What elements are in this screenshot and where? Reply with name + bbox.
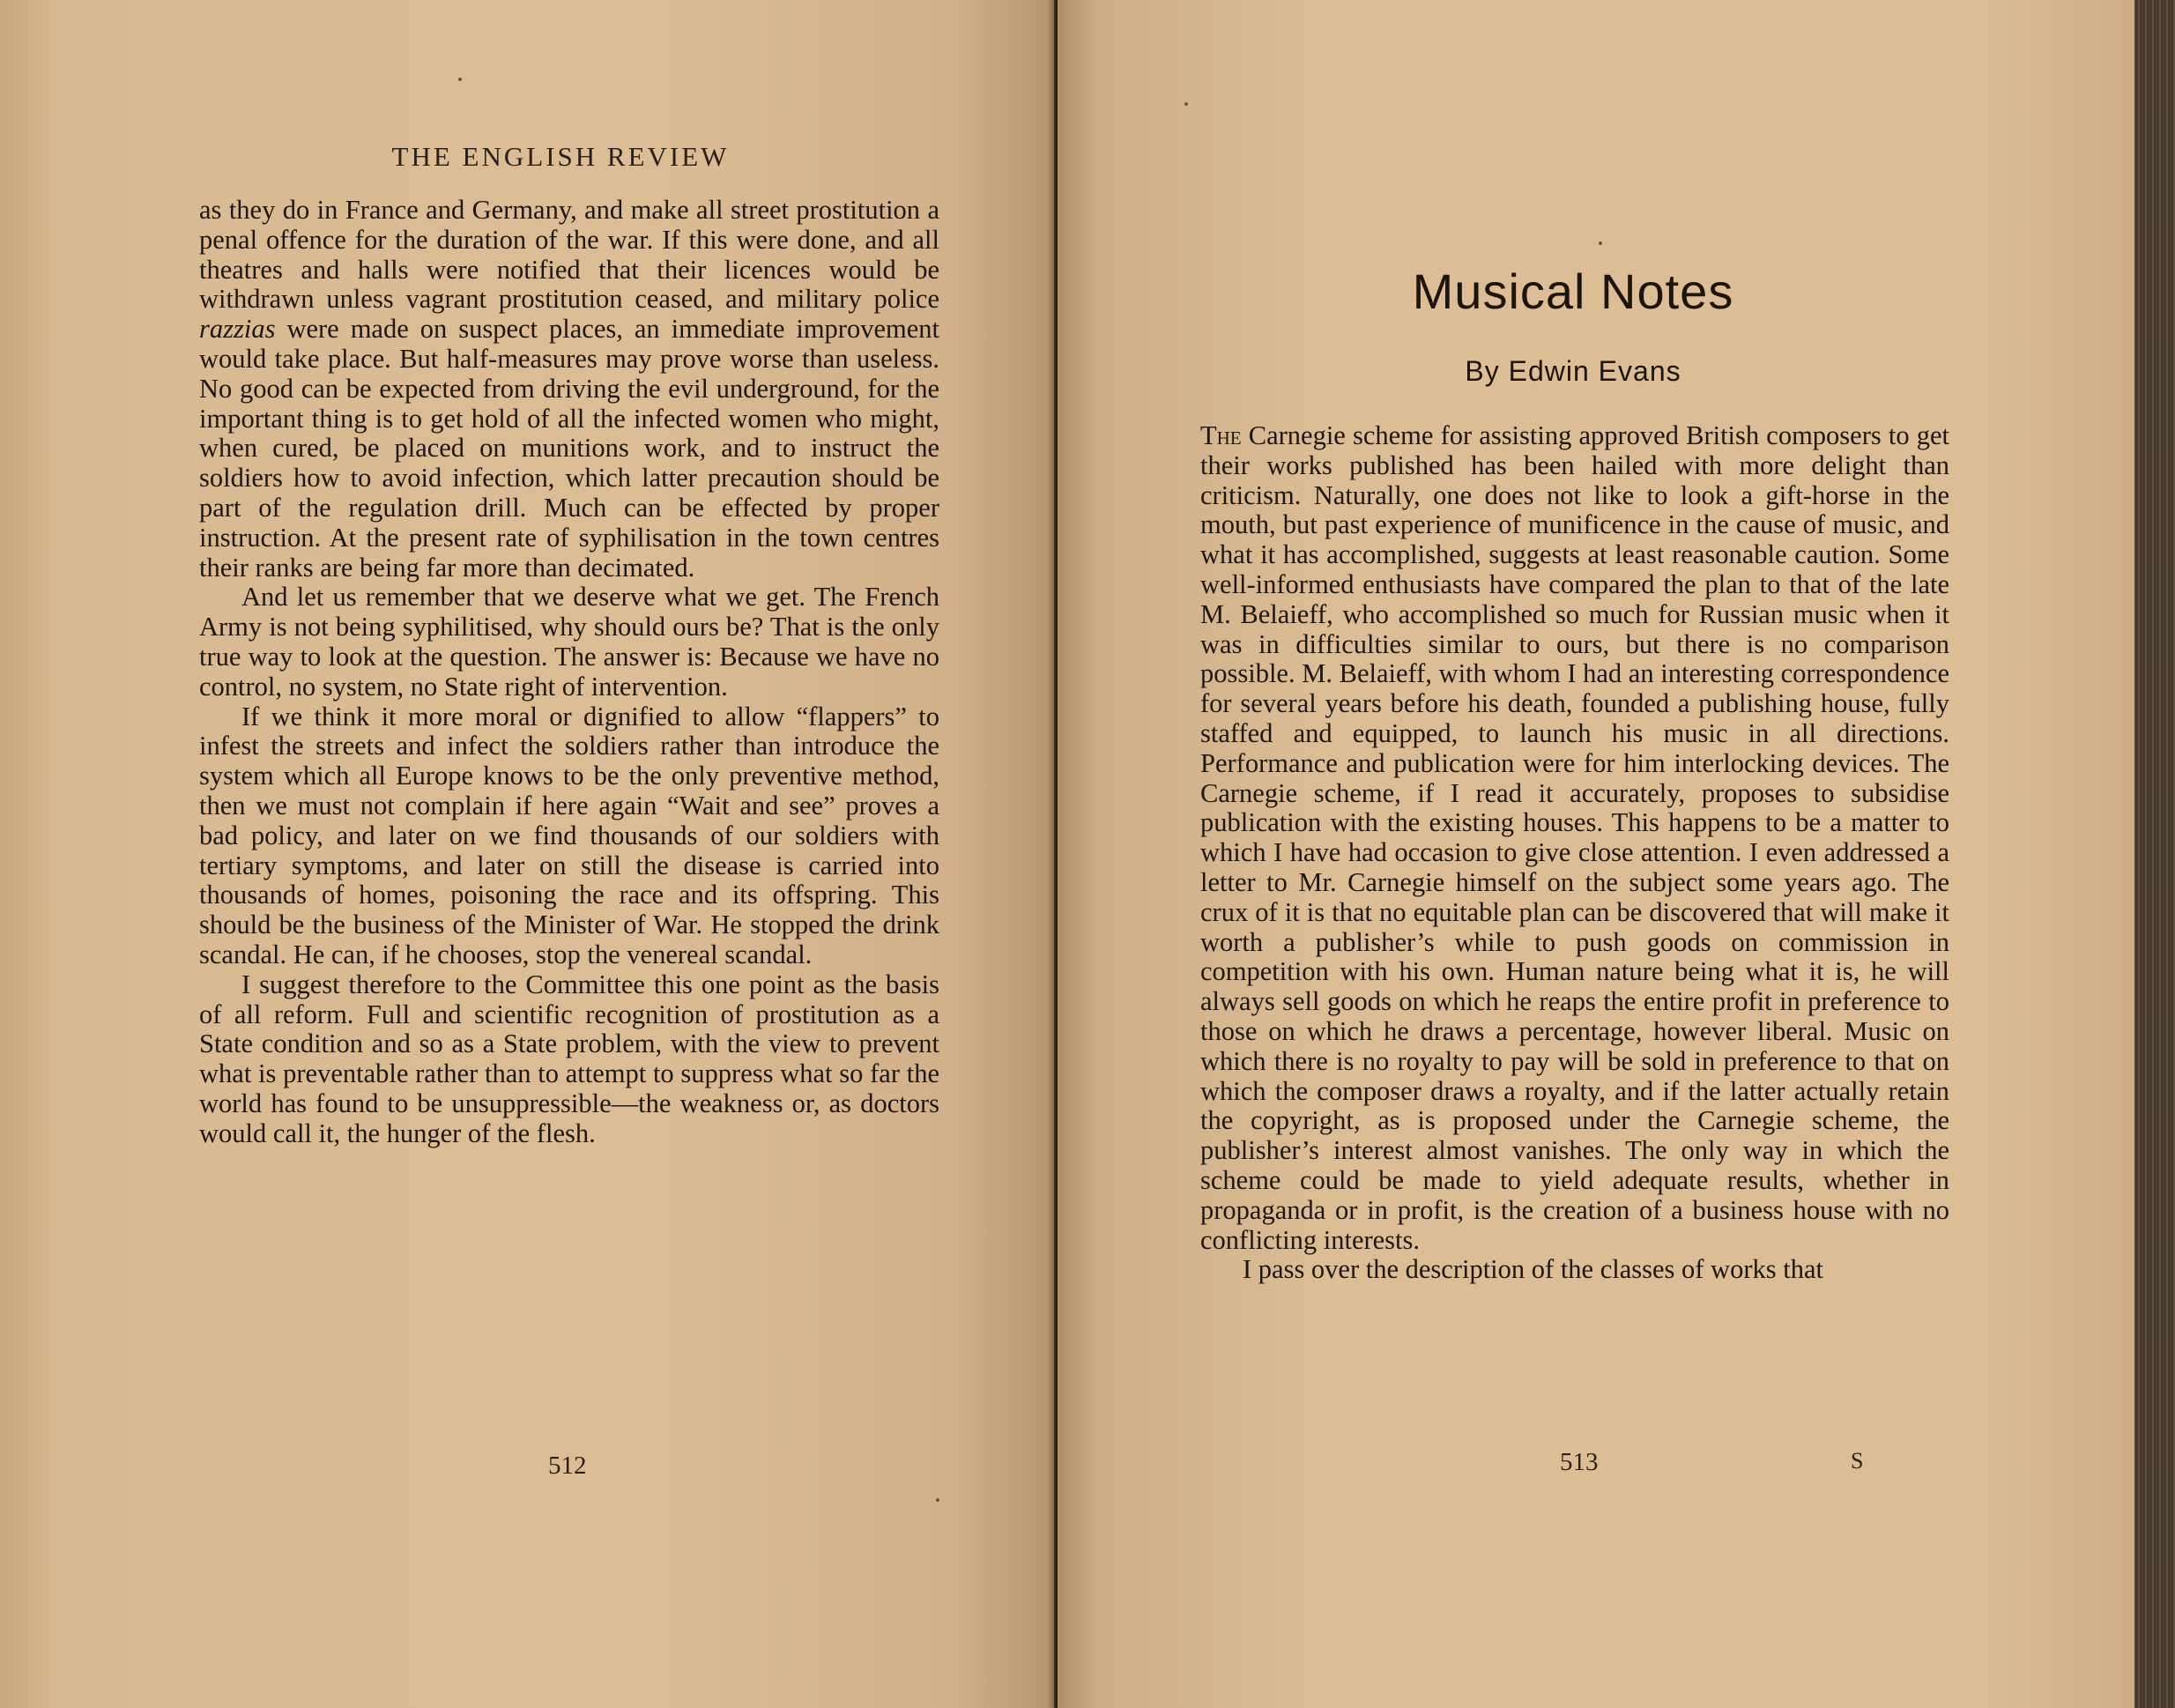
paper-speck <box>1599 241 1602 245</box>
paragraph: I suggest therefore to the Committee this one point as the basis of all reform. Full and scientific recognition of prostitution as a State condition and so as a State problem, with the view to prevent what is preventable rather than to attempt to suppress what so far the world has found to be unsuppressible—the weakness or, as doctors would call it, the hunger of the flesh. <box>199 969 939 1148</box>
article-byline: By Edwin Evans <box>1465 355 1681 387</box>
lead-in-smallcaps: The <box>1200 420 1242 450</box>
running-head: THE ENGLISH REVIEW <box>391 141 730 172</box>
signature-mark: S <box>1851 1448 1864 1474</box>
paragraph-text: as they do in France and Germany, and make all street prostitution a penal offence for the duration of the war. If this were done, and all theatres and halls were notified that their licences would be withdrawn unless vagrant prostitution ceased, and military police <box>199 195 939 315</box>
page-number: 513 <box>1560 1448 1599 1476</box>
paper-speck <box>1184 102 1188 106</box>
article-title: Musical Notes <box>1412 264 1734 319</box>
paragraph-text: were made on suspect places, an immediate improvement would take place. But half-measures may prove worse than useless. No good can be expected from driving the evil underground, for the important thing is to get hold of all the infected women who might, when cured, be placed on munitions work, and to instruct the soldiers how to avoid infection, which latter precaution should be part of the regulation drill. Much can be effected by proper instruction. At the present rate of syphilisation in the town centres their ranks are being far more than decimated. <box>199 314 939 583</box>
paragraph: If we think it more moral or dignified to allow “flappers” to infest the streets and infect the soldiers rather than introduce the system which all Europe knows to be the only preventive method, then we must not complain if here again “Wait and see” proves a bad policy, and later on we find thousands of our soldiers with tertiary symptoms, and later on still the disease is carried into thousands of homes, poisoning the race and its offspring. This should be the business of the Minister of War. He stopped the drink scandal. He can, if he chooses, stop the venereal scandal. <box>199 701 939 969</box>
page-number: 512 <box>548 1452 587 1480</box>
paragraph <box>1200 421 1949 1255</box>
paper-speck <box>458 78 462 81</box>
left-text-column <box>199 196 939 1149</box>
paragraph <box>199 196 939 583</box>
paper-speck <box>936 1498 939 1502</box>
page-edges <box>2134 0 2175 1708</box>
italic-word: razzias <box>199 314 276 345</box>
paragraph-text: Carnegie scheme for assisting approved British composers to get their works published has been hailed with more delight than criticism. Naturally, one does not like to look a gift-horse in the mouth, but past experience of munificence in the cause of music, and what it has accomplished, suggests at least reasonable caution. Some well-informed enthusiasts have compared the plan to that of the late M. Belaieff, who accomplished so much for Russian music when it was in difficulties similar to ours, but there is no comparison possible. M. Belaieff, with whom I had an interesting correspondence for several years before his death, founded a publishing house, fully staffed and equipped, to launch his music in all directions. Performance and publication were for him interlocking devices. The Carnegie scheme, if I read it accurately, proposes to subsidise publication with the existing houses. This happens to be a matter to which I have had occasion to give close attention. I even addressed a letter to Mr. Carnegie himself on the subject some years ago. The crux of it is that no equitable plan can be discovered that will make it worth a publisher’s while to push goods on commission in competition with his own. Human nature being what it is, he will always sell goods on which he reaps the entire profit in preference to those on which he draws a percentage, however liberal. Music on which there is no royalty to pay will be sold in preference to that on which the composer draws a royalty, and if the latter actually retain the copyright, as is proposed under the Carnegie scheme, the publisher’s interest almost vanishes. The only way in which the scheme could be made to yield adequate results, whether in propaganda or in profit, is the creation of a business house with no conflicting interests. <box>1200 420 1949 1255</box>
left-page <box>0 0 1054 1708</box>
paragraph: And let us remember that we deserve what we get. The French Army is not being syphilitised, why should ours be? That is the only true way to look at the question. The answer is: Because we have no control, no system, no State right of intervention. <box>199 582 939 702</box>
paragraph: I pass over the description of the classes of works that <box>1243 1254 1823 1285</box>
right-text-column <box>1200 421 1949 1285</box>
